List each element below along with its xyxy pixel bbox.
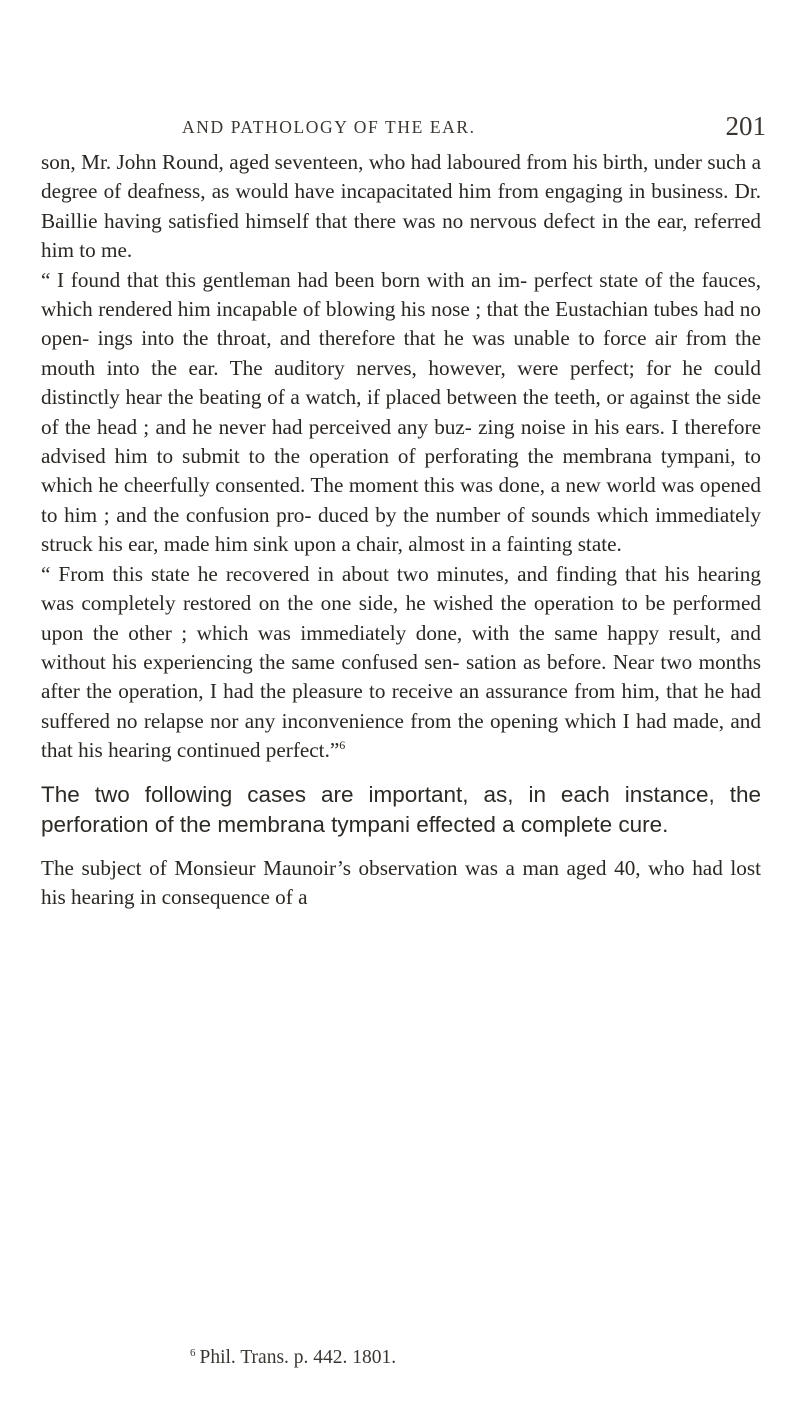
paragraph-maunoir: The subject of Monsieur Maunoir’s observation was a man aged 40, who had lost his hearing in consequence of a	[41, 855, 761, 909]
footnote-reference: 6	[339, 738, 346, 753]
body-text	[41, 148, 761, 912]
paragraph-continuation: son, Mr. John Round, aged seventeen, who had laboured from his birth, under such a degree of deafness, as would have incapacitated him from engaging in business. Dr. Baillie having satisfied himself that there was no nervous defect in the ear, referred him to me.	[41, 150, 761, 263]
paragraph-important-cases: The two following cases are important, as, in each instance, the perforation of the membrana tympani effected a complete cure.	[41, 781, 761, 837]
running-head: AND PATHOLOGY OF THE EAR.	[182, 117, 476, 137]
page-header	[100, 111, 766, 147]
paragraph-quote-second-text: “ From this state he recovered in about two minutes, and finding that his hearing was completely restored on the one side, he wished the operation to be performed upon the other ; which was immediately done, with the same happy result, and without his experiencing the same confused sen- sation as before. Near two months after the operation, I had the pleasure to receive an assurance from him, that he had suffered no relapse nor any inconvenience from the opening which I had made, and that his hearing continued perfect.”	[41, 561, 761, 763]
footnote-text: Phil. Trans. p. 442. 1801.	[199, 1347, 397, 1368]
paragraph-quote-first-text: “ I found that this gentleman had been born with an im- perfect state of the fauces, which rendered him incapable of blowing his nose ; that the Eustachian tubes had no open- ings into the throat, and therefore that he was unable to force air from the mouth into the ear. The auditory nerves, however, were perfect; for he could distinctly hear the beating of a watch, if placed between the teeth, or against the side of the head ; and he never had perceived any buz- zing noise in his ears. I therefore advised him to submit to the operation of perforating the membrana tympani, to which he cheerfully consented. The moment this was done, a new world was opened to him ; and the confusion pro- duced by the number of sounds which immediately struck his ear, made him sink upon a chair, almost in a fainting state.	[41, 267, 761, 557]
paragraph-quote-first	[41, 266, 761, 560]
page-number: 201	[725, 111, 766, 141]
footnote	[190, 1347, 396, 1369]
footnote-mark: 6	[190, 1347, 196, 1359]
paragraph-quote-second	[41, 560, 761, 766]
